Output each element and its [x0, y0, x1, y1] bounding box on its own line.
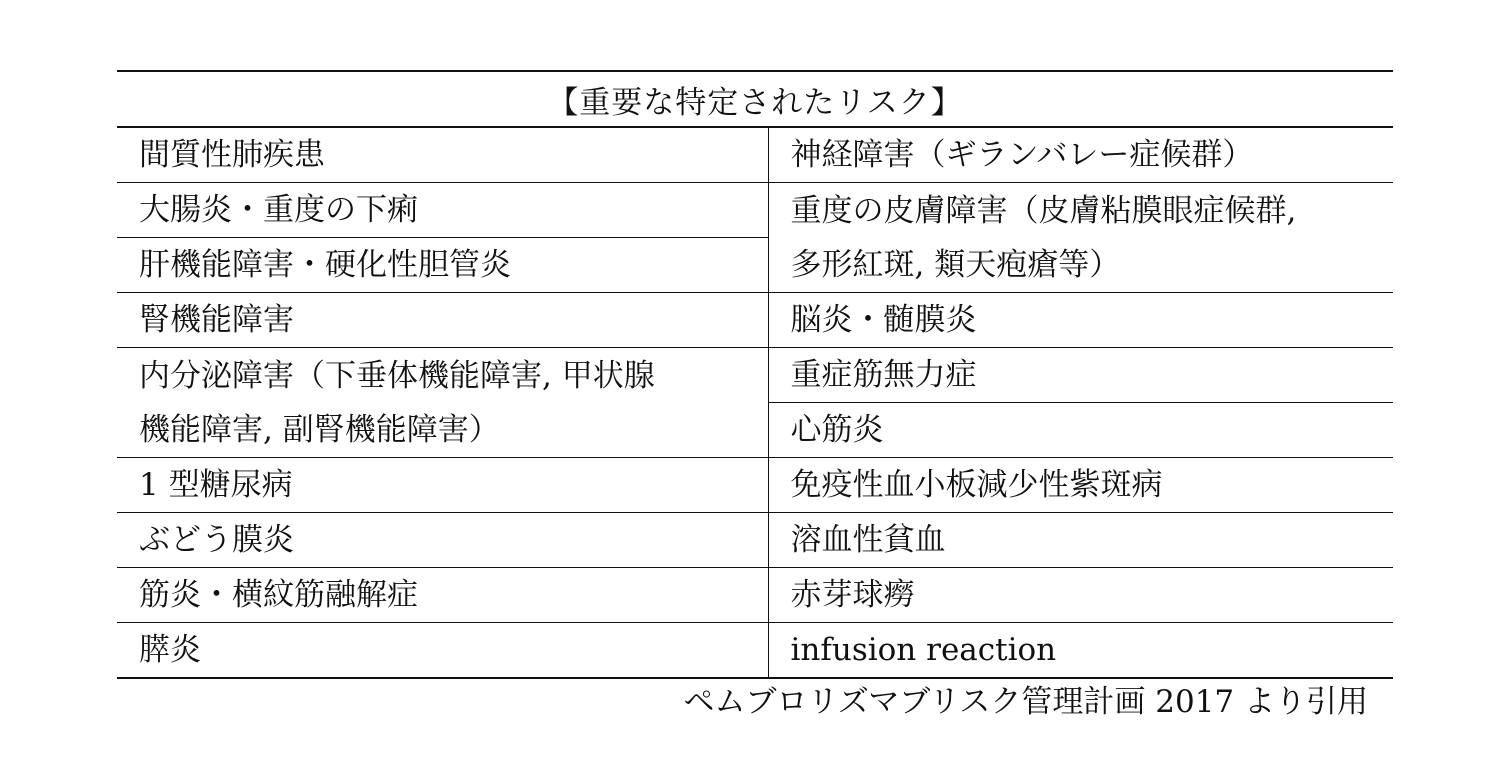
- risk-cell: 心筋炎: [768, 403, 1393, 458]
- table-row: [117, 513, 1393, 568]
- risk-cell-line: 機能障害, 副腎機能障害）: [139, 411, 500, 448]
- table-row: [117, 623, 1393, 679]
- table-row: [117, 293, 1393, 348]
- risk-cell: ぶどう膜炎: [117, 513, 768, 568]
- risk-cell: 間質性肺疾患: [117, 127, 768, 183]
- risk-cell: 神経障害（ギランバレー症候群）: [768, 127, 1393, 183]
- table-title: 【重要な特定されたリスク】: [117, 71, 1393, 127]
- risk-cell: [768, 183, 1393, 293]
- table-row: [117, 568, 1393, 623]
- table-row: [117, 183, 1393, 238]
- risk-table: [117, 70, 1393, 679]
- risk-cell: infusion reaction: [768, 623, 1393, 679]
- risk-cell-line: 多形紅斑, 類天疱瘡等）: [790, 246, 1121, 283]
- risk-cell: [117, 348, 768, 458]
- risk-cell-line: 内分泌障害（下垂体機能障害, 甲状腺: [139, 357, 655, 394]
- risk-cell: 溶血性貧血: [768, 513, 1393, 568]
- risk-cell: 腎機能障害: [117, 293, 768, 348]
- source-citation: ペムブロリズマブリスク管理計画 2017 より引用: [683, 684, 1368, 720]
- risk-cell: 1 型糖尿病: [117, 458, 768, 513]
- risk-cell: 赤芽球癆: [768, 568, 1393, 623]
- risk-cell: 免疫性血小板減少性紫斑病: [768, 458, 1393, 513]
- table-row: [117, 458, 1393, 513]
- risk-cell: 肝機能障害・硬化性胆管炎: [117, 238, 768, 293]
- risk-cell: 重症筋無力症: [768, 348, 1393, 403]
- risk-cell: 筋炎・横紋筋融解症: [117, 568, 768, 623]
- risk-cell: 膵炎: [117, 623, 768, 679]
- table-header-row: [117, 71, 1393, 127]
- table-row: [117, 127, 1393, 183]
- table-row: [117, 348, 1393, 403]
- risk-cell-line: 重度の皮膚障害（皮膚粘膜眼症候群,: [790, 192, 1297, 229]
- risk-cell: 脳炎・髄膜炎: [768, 293, 1393, 348]
- risk-cell: 大腸炎・重度の下痢: [117, 183, 768, 238]
